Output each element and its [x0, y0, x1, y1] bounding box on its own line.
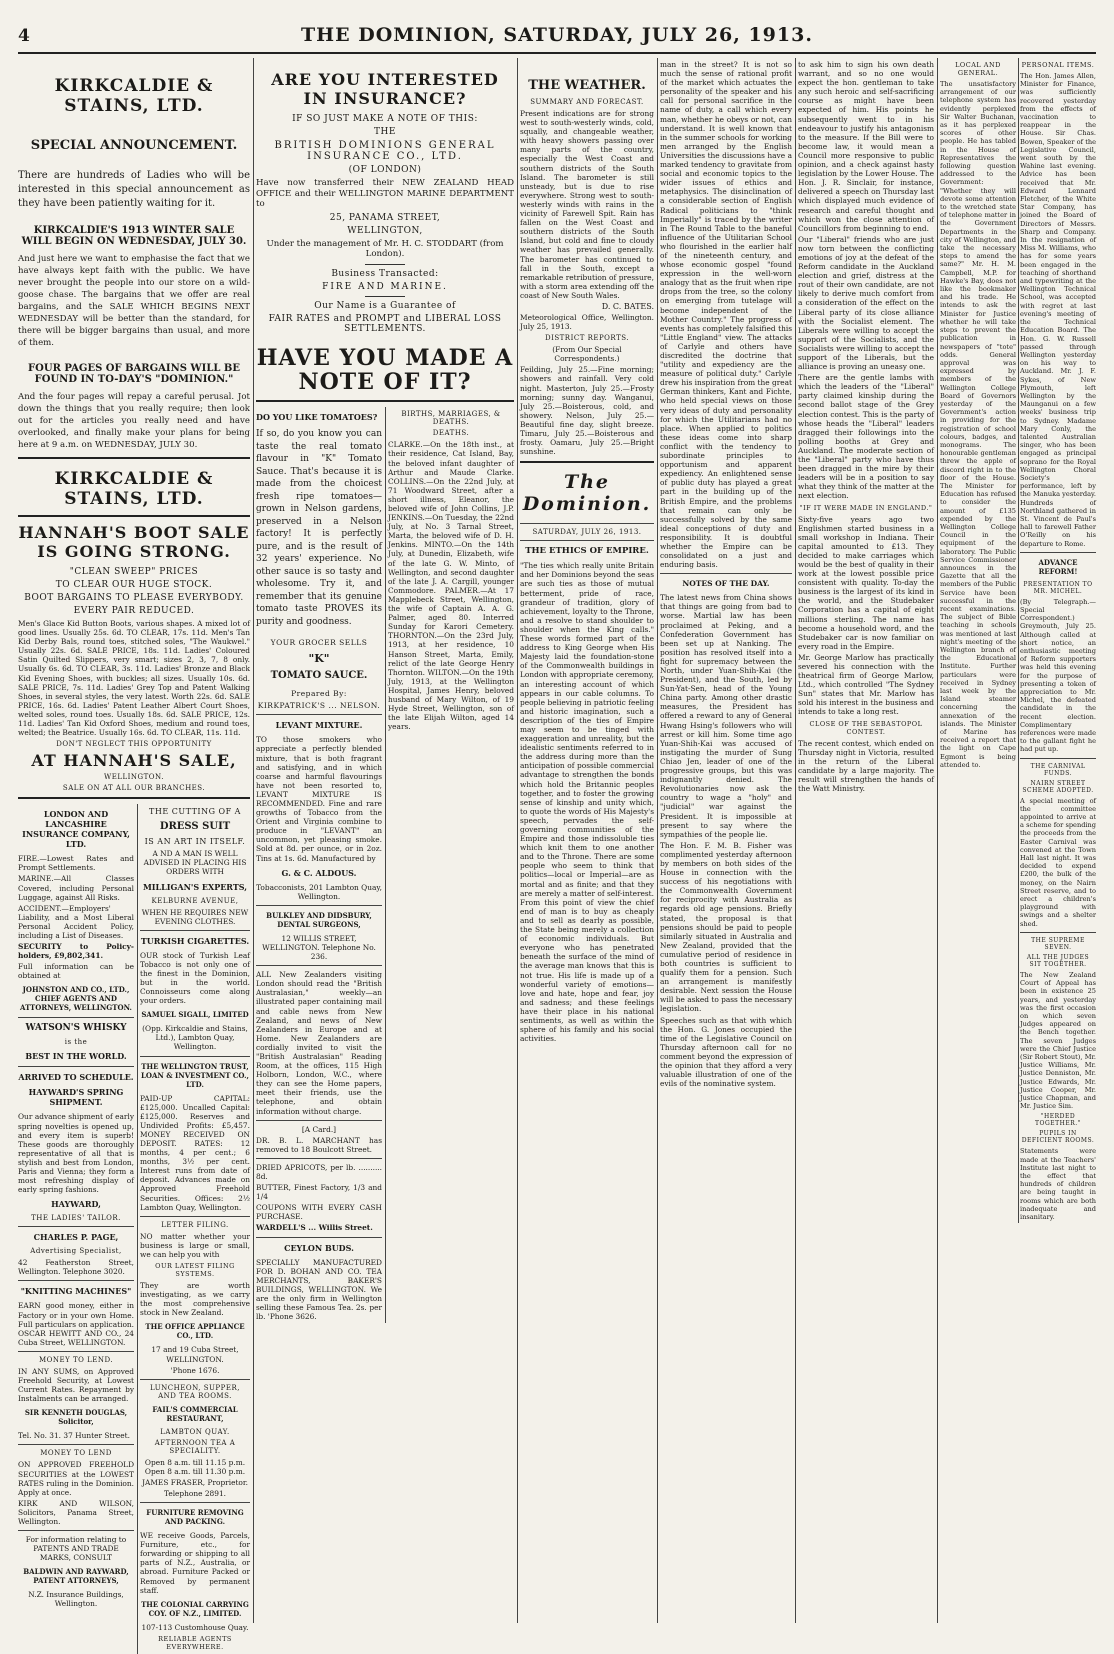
cutting-2: DRESS SUIT	[159, 821, 231, 833]
supreme-heading: THE SUPREME SEVEN.	[1031, 936, 1085, 951]
ethics-heading: THE ETHICS OF EMPIRE.	[525, 546, 649, 557]
fails-restaurant: FAIL'S COMMERCIAL RESTAURANT,	[152, 1404, 238, 1423]
made-in-england: "IF IT WERE MADE IN ENGLAND."	[799, 503, 933, 512]
winter-sale-body: And just here we want to emphasise the fact that we have always kept faith with the public. We have never brought the people into our store on a wild-goose chase. The bargains that we offer are real bargains, and the SALE WHICH BEGINS NEXT WEDNESDAY will be better than the standard, for there will be bigger bargains than usual, and more of them.	[18, 254, 250, 348]
nairn-heading: NAIRN STREET SCHEME ADOPTED.	[1022, 779, 1094, 794]
notes-continued: to ask him to sign his own death warrant, and so no one would expect the hon. gentleman to take any such heroic and self-sacrificing course as might have been expected of him. His points he subsequently went to in his endeavour to justify his antagonism to the measure. If the Bill were to become law, it would mean a Council more responsive to public opinion, and a check against hasty legislation by the Lower House. The Hon. J. R. Sinclair, for instance, delivered a speech on Thursday last which displayed much evidence of research and careful thought and which won the close attention of Councillors from beginning to end.	[798, 60, 934, 233]
watson-3: BEST IN THE WORLD.	[25, 1051, 127, 1062]
money-to-lend-2: MONEY TO LEND	[40, 1449, 112, 1458]
four-pages-body: And the four pages will repay a careful perusal. Jot down the things that you really require; then look out for the articles you really need and have overlooked, and finally make your plans for being here at 9 a.m. on WEDNESDAY, JULY 30.	[18, 392, 250, 450]
ad-grid	[18, 804, 250, 1654]
filing-systems: OUR LATEST FILING SYSTEMS.	[155, 1262, 235, 1279]
special-announcement: SPECIAL ANNOUNCEMENT.	[30, 138, 238, 153]
bulkley-addr: 12 WILLIS STREET, WELLINGTON. Telephone No. 236.	[262, 933, 376, 962]
arrived-heading: ARRIVED TO SCHEDULE.	[18, 1072, 134, 1083]
deaths-body: CLARKE.—On the 18th inst., at their residence, Cat Island, Bay, the beloved infant daughter of Arthur and Maude Clarke. COLLINS.—On the 22nd July, at 71 Woodward Street, after a short illness, Eleanor, the beloved wife of John Collins, J.P. JENKINS.—On Tuesday, the 22nd July, at No. 3 Tarnal Street, Marta, the beloved wife of D. H. Jenkins. MINTO.—On the 14th July, at Dunedin, Elizabeth, wife of the late G. W. Minto, of Wellington, and second daughter of the late J. A. Cargill, younger Commodore. PALMER.—At 17 Mapplebeck Street, Wellington, the wife of Captain A. A. G. Palmer, aged 80. Interred Sunday for Karori Cemetery. THORNTON.—On the 23rd July, 1913, at her residence, 10 Hanson Street, Marta, Emily, relict of the late George Henry Thornton. WILTON.—On the 19th July, 1913, at the Wellington Hospital, James Henry, beloved husband of Mary Wilton, of 19 Hyde Street, Wellington, son of the late Elijah Wilton, aged 14 years.	[388, 440, 514, 732]
kenneth: SIR KENNETH DOUGLAS, Solicitor,	[24, 1408, 128, 1427]
column-4	[660, 58, 792, 1623]
dried-apricots: DRIED APRICOTS, per lb. .......... 8d.	[256, 1162, 382, 1181]
weather-heading: THE WEATHER.	[528, 78, 646, 93]
presentation-body: (By Telegraph.—Special Correspondent.) Greymouth, July 25. Although called at short notice, an enthusiastic meeting of Reform supporters was held this evening for the purpose of presenting a token of appreciation to Mr. Michel, the defeated candidate in the recent election. Complimentary references were made to the gallant fight he had put up.	[1020, 597, 1096, 754]
money-body-2: ON APPROVED FREEHOLD SECURITIES at the LOWEST RATES ruling in the Dominion. Apply at once.	[18, 1460, 134, 1497]
coupons: COUPONS WITH EVERY CASH PURCHASE.	[256, 1203, 382, 1222]
grocer-sells: YOUR GROCER SELLS	[270, 638, 368, 648]
london-full: Full information can be obtained at	[18, 962, 134, 981]
column-rule	[657, 58, 658, 1623]
col6-left	[940, 58, 1016, 1223]
weather-signature: D. C. BATES.	[601, 301, 654, 311]
ad-col-left	[18, 804, 134, 1654]
ceylon-body: SPECIALLY MANUFACTURED FOR D. BOHAN AND CO. TEA MERCHANTS, BAKER'S BUILDINGS, WELLINGTON. We are the only firm in Wellington selling these Famous Tea. 2s. per lb. 'Phone 3626.	[256, 1257, 382, 1322]
the-label: THE	[374, 127, 396, 137]
office-phone: 'Phone 1676.	[170, 1365, 220, 1375]
kirkcaldie-heading-2: KIRKCALDIE & STAINS, LTD.	[54, 469, 214, 509]
weather-office: Meteorological Office, Wellington. July 25, 1913.	[520, 312, 654, 332]
colonial-carrying: THE COLONIAL CARRYING COY. OF N.Z., LIMITED.	[141, 1599, 249, 1618]
british-dominions: BRITISH DOMINIONS GENERAL INSURANCE CO., LTD.	[274, 140, 496, 162]
london-security: SECURITY to Policy-holders, £9,802,341.	[18, 942, 134, 961]
newspaper-title: THE DOMINION, SATURDAY, JULY 26, 1913.	[301, 24, 813, 46]
london-agents: JOHNSTON AND CO., LTD., CHIEF AGENTS AND ATTORNEYS, WELLINGTON.	[20, 985, 132, 1013]
pupils-heading: PUPILS IN DEFICIENT ROOMS.	[1021, 1130, 1095, 1145]
dont-neglect: DON'T NEGLECT THIS OPPORTUNITY	[56, 740, 212, 749]
tomato-body: If so, do you know you can taste the real tomato flavour in "K" Tomato Sauce. That's because it is made from the choicest fresh ripe tomatoes—grown in Nelson gardens, preserved in a Nelson factory! It is perfectly pure, and is the result of 32 years' experience. No other sauce is so tasty and wholesome. Try it, and remember that its genuine tomato taste PROVES its purity and goodness.	[256, 429, 382, 627]
prepared-by: Prepared By:	[291, 689, 347, 699]
personal-body: The Hon. James Allen, Minister for Finance, was sufficiently recovered yesterday from the effects of vaccination to reappear in the House. Sir Chas. Bowen, Speaker of the Legislative Council, went south by the Wahine last evening. Advice has been received that Mr. Edward Lennard Fletcher, of the White Star Company, has joined the Board of Directors of Messrs. Sharp and Company. In the resignation of Miss M. Williams, who has for some years been engaged in the teaching of shorthand and typewriting at the Wellington Technical School, was accepted with regret at last evening's meeting of the Technical Education Board. The Hon. G. W. Russell passed through Wellington yesterday on his way to Auckland. Mr. J. F. Sykes, of New Plymouth, left Wellington by the Maunganui on a few weeks' business trip to Sydney. Madame Mary Conly, the talented Australian singer, who has been engaged as principal soprano for the Royal Wellington Choral Society's performance, left by the Manuka yesterday. Hundreds of Northland gathered in St. Vincent de Paul's hall to farewell Father O'Reilly on his departure to Rome.	[1020, 72, 1096, 548]
k-label: "K"	[308, 652, 330, 666]
tel-2891: Telephone 2891.	[163, 1488, 227, 1498]
charles-sub: Advertising Specialist,	[30, 1247, 122, 1256]
every-pair: EVERY PAIR REDUCED.	[73, 606, 195, 616]
dominion-logo: The Dominion.	[522, 471, 652, 516]
office-appliance: THE OFFICE APPLIANCE CO., LTD.	[145, 1322, 245, 1341]
hayward-spring: HAYWARD'S SPRING SHIPMENT.	[28, 1087, 124, 1108]
district-reports: DISTRICT REPORTS.	[544, 334, 630, 343]
notes-fisher: The Hon. F. M. B. Fisher was complimented yesterday afternoon by members on both sides of the House in connection with the success of his negotiations with the Commonwealth Government for reciprocity with Australia as regards old age pensions. Briefly stated, the proposal is that pensions should be paid to people similarly situated in Australia and New Zealand, provided that the cumulative period of residence in both countries is sufficient to qualify them for a pension. Such an arrangement is manifestly desirable. Next session the House will be asked to pass the necessary legislation.	[660, 840, 792, 1014]
column-rule	[253, 58, 254, 1623]
editorial-date: SATURDAY, JULY 26, 1913.	[532, 528, 642, 537]
advance-reform: ADVANCE REFORM!	[1038, 557, 1078, 576]
column-1	[18, 58, 250, 1651]
fraser: JAMES FRASER, Proprietor.	[142, 1477, 248, 1487]
liberal-friends: Our "Liberal" friends who are just now torn between the conflicting emotions of joy at the defeat of the Reform candidate in the Auckland election and grief, distress at the rout of their own candidate, are not likely to derive much comfort from a consideration of the effect on the Liberal party of its close alliance with the Socialist element. The Liberals were willing to accept the support of the Socialists, and the Socialists were willing to accept the support of the Liberals, but the alliance is proving an uneasy one.	[798, 234, 934, 372]
supreme-body: The New Zealand Court of Appeal has been in existence 25 years, and yesterday was the first occasion on which seven Judges appeared on the Bench together. The seven Judges were the Chief Justice (Sir Robert Stout), Mr. Justice Williams, Mr. Justice Denniston, Mr. Justice Edwards, Mr. Justice Cooper, Mr. Justice Chapman, and Mr. Justice Sim.	[1020, 970, 1096, 1111]
letter-body: NO matter whether your business is large or small, we can help you with	[140, 1231, 250, 1259]
sebastopol-body: The recent contest, which ended on Thursday night in Victoria, resulted in the return of the Liberal candidate by a large majority. The result will strengthen the hands of the Watt Ministry.	[798, 738, 934, 794]
sigall-addr: (Opp. Kirkcaldie and Stains, Ltd.), Lambton Quay, Wellington.	[142, 1024, 248, 1052]
clear-stock: TO CLEAR OUR HUGE STOCK.	[55, 580, 213, 590]
deaths-heading: DEATHS.	[432, 429, 470, 438]
hannah-wellington: WELLINGTON.	[104, 773, 164, 782]
sigall: SAMUEL SIGALL, LIMITED	[141, 1010, 249, 1020]
column-2	[256, 58, 514, 1623]
turkish-heading: TURKISH CIGARETTES.	[140, 935, 250, 946]
baldwin-addr: N.Z. Insurance Buildings, Wellington.	[28, 1590, 124, 1609]
wardell: WARDELL'S ... Willis Street.	[256, 1223, 373, 1233]
carnival-heading: THE CARNIVAL FUNDS.	[1030, 762, 1086, 777]
sebastopol-heading: CLOSE OF THE SEBASTOPOL CONTEST.	[809, 719, 923, 736]
knitting-body: EARN good money, either in Factory or in your own Home. Full particulars on application. OSCAR HEWITT AND CO., 24 Cuba Street, WELLINGTON.	[18, 1301, 134, 1347]
furniture-heading: FURNITURE REMOVING AND PACKING.	[146, 1508, 244, 1527]
boot-items: Men's Glace Kid Button Boots, various shapes. A mixed lot of good lines. Usually 25s. 6d. TO CLEAR, 17s. 11d. Men's Tan Kid Derby Bals, round toes, stitched soles, "The Waukwel." Usually 22s. 6d. SALE PRICE, 18s. 11d. Ladies' Coloured Satin Quilted Slippers, very smart; sizes 2, 3, 7, 8 only. Usually 6s. 6d. TO CLEAR, 3s. 11d. Ladies' Bronze and Black Kid Evening Shoes, with buckles; all sizes. Usually 10s. 6d. SALE PRICE, 7s. 11d. Ladies' Grey Top and Patent Walking Shoes, in several styles, the very latest. Worth 22s. 6d. SALE PRICE, 16s. 6d. Ladies' Patent Leather Albert Court Shoes, welted soles, round toes. Usually 18s. 6d. SALE PRICE, 12s. 11d. Ladies' Tan Kid Oxford Shoes, medium and round toes, welted; the Beatrice. Usually 16s. 6d. TO CLEAR, 11s. 11d.	[18, 619, 250, 738]
all-nz-visitors: ALL New Zealanders visiting London should read the "British Australasian," weekly—an illustrated paper containing mail and cable news from New Zealand, and news of New Zealanders in Europe and at Home. New Zealanders are cordially invited to visit the "British Australasian" Reading Room, at the offices, 115 High Holborn, London, W.C., where they can see the Home papers, meet their friends, use the telephone, and obtain information without charge.	[256, 970, 382, 1116]
marchant: DR. B. L. MARCHANT has removed to 18 Boulcott Street.	[256, 1135, 382, 1154]
london-lancashire: LONDON AND LANCASHIRE INSURANCE COMPANY, LTD.	[22, 809, 130, 850]
business-transacted: Business Transacted:	[331, 268, 439, 279]
ad-col-right	[140, 804, 250, 1654]
ladies-tailor: THE LADIES' TAILOR.	[31, 1214, 121, 1223]
have-you-made-a-note: HAVE YOU MADE A NOTE OF IT?	[256, 344, 514, 396]
insurance-question: ARE YOU INTERESTED IN INSURANCE?	[271, 70, 499, 108]
trust-heading: THE WELLINGTON TRUST, LOAN & INVESTMENT CO., LTD.	[140, 1061, 249, 1089]
column-rule	[795, 58, 796, 1623]
cutting-6: KELBURNE AVENUE,	[151, 896, 239, 905]
luncheon: LUNCHEON, SUPPER, AND TEA ROOMS.	[150, 1383, 240, 1400]
four-pages-heading: FOUR PAGES OF BARGAINS WILL BE FOUND IN TO-DAY'S "DOMINION."	[28, 363, 240, 385]
tomatoes-question: DO YOU LIKE TOMATOES?	[256, 412, 378, 423]
herded-body: Statements were made at the Teachers' Institute last night to the effect that hundreds of children are being taught in rooms which are both inadequate and insanitary.	[1020, 1147, 1096, 1221]
cutting-5: MILLIGAN'S EXPERTS,	[142, 881, 248, 892]
kirkpatrick: KIRKPATRICK'S ... NELSON.	[257, 701, 381, 711]
charles-addr: 42 Featherston Street, Wellington. Telephone 3020.	[18, 1258, 134, 1277]
levant-body: TO those smokers who appreciate a perfectly blended mixture, that is both fragrant and satisfying, and in which coarse and harmful flavourings have not been resorted to, LEVANT MIXTURE IS RECOMMENDED. Fine and rare growths of Tobacco from the Orient and Virginia combine to produce in "LEVANT" an uncommon, yet pleasing smoke. Sold at 8d. per ounce, or in 2oz. Tins at 1s. 6d. Manufactured by	[256, 735, 382, 863]
knitting-heading: "KNITTING MACHINES"	[20, 1286, 132, 1297]
col2-left	[256, 407, 382, 1323]
turkish-body: OUR stock of Turkish Leaf Tobacco is not only one of the finest in the Dominion, but in the world. Connoisseurs come along your orders.	[140, 950, 250, 1006]
boot-bargains: BOOT BARGAINS TO PLEASE EVERYBODY.	[24, 593, 244, 603]
kenneth-addr: Tel. No. 31. 37 Hunter Street.	[18, 1431, 130, 1441]
local-general: LOCAL AND GENERAL.	[955, 61, 1001, 77]
presentation-heading: PRESENTATION TO MR. MICHEL.	[1023, 580, 1093, 595]
make-note: IF SO JUST MAKE A NOTE OF THIS:	[292, 114, 478, 124]
column-5	[798, 58, 934, 1623]
notes-china: The latest news from China shows that things are going from bad to worse. Martial law has been proclaimed at Peking, and a Confederation Government has been set up at Nanking. The position has resolved itself into a fight for supremacy between the North, under Yuan-Shih-Kai (the President), and the South, led by Sun-Yat-Sen, head of the Young China party. Among other drastic measures, the President has offered a reward to any of General Hwang Hsing's followers who will arrest or kill him. Some time ago Yuan-Shih-Kai was accused of instigating the murder of Sung Chiao Jen, leader of one of the progressive groups, but this was indignantly denied. The Revolutionaries now ask the country to wage a "holy" and "judicial" war against the President. It is impossible at present to say where the sympathies of the people lie.	[660, 593, 792, 839]
carnival-body: A special meeting of the committee appointed to arrive at a scheme for spending the proceeds from the Easter Carnival was convened at the Town Hall last night. It was decided to expend £200, the bulk of the money, on the Nairn Street reserve, and to erect a children's playground with swings and a shelter shed.	[1020, 796, 1096, 928]
ethics-continued: man in the street? It is not so much the sense of rational profit of the market which actuates the personality of the speaker and his call for personal sacrifice in the name of duty, a call which every man, whether he obeys or not, can understand. It is well known that in the summer schools for working men arranged by the English Universities the discussions have a marked tendency to gravitate from social and economic topics to the wider issues of ethics and metaphysics. The disinclination of a considerable section of English Radical politicians to "think Imperially" is traced by the writer in The Round Table to the baneful influence of the Utilitarian School who flourished in the earlier half of the nineteenth century, and whose economic gospel "found expression in the well-worn analogy that as the fruit when ripe drops from the tree, so the colony on emerging from tutelage will become independent of the Mother Country." The progress of events has completely falsified this "Little England" view. The attacks of Carlyle and others have discredited the doctrine that "utility and expediency are the measure of political duty." Carlyle drew his inspiration from the great German thinkers, Kant and Fichte, who held special views on those very ideas of duty and personality for which the Utilitarians had no place. When applied to politics these ideas come into sharp conflict with the tendency to subordinate principles to opportunism and apparent expediency. An enlightened sense of public duty has played a great part in the building up of the British Empire, and the problems that remain can only be successfully solved by the same ideal conceptions of duty and responsibility. It is doubtful whether the Empire can be consolidated on a just and enduring basis.	[660, 60, 792, 570]
letter-filing: LETTER FILING.	[161, 1220, 229, 1229]
tomato-sauce: TOMATO SAUCE.	[270, 670, 368, 682]
at-hannah: AT HANNAH'S SALE,	[31, 751, 237, 771]
all-branches: SALE ON AT ALL OUR BRANCHES.	[62, 784, 206, 793]
column-6	[940, 58, 1096, 1623]
a-card: [A Card.]	[301, 1124, 337, 1134]
summary-forecast: SUMMARY AND FORECAST.	[530, 98, 644, 106]
marlow: Mr. George Marlow has practically severed his connection with the theatrical firm of George Marlow, Ltd., which controlled "The Sydney Sun" states that Mr. Marlow has sold his interest in the business and intends to take a long rest.	[798, 652, 934, 717]
col6-split	[940, 58, 1096, 1223]
office-addr: 17 and 19 Cuba Street, WELLINGTON.	[151, 1345, 239, 1364]
trust-body: PAID-UP CAPITAL: £125,000. Uncalled Capital: £125,000. Reserves and Undivided Profits: £5,457. MONEY RECEIVED ON DEPOSIT. RATES: 12 months, 4 per cent.; 6 months, 3½ per cent. Interest runs from date of deposit. Advances made on Approved Freehold Securities. Offices: 2½ Lambton Quay, Wellington.	[140, 1093, 250, 1212]
column-rule	[517, 58, 518, 1623]
col2-split	[256, 407, 514, 1323]
colonial-addr: 107-113 Customhouse Quay.	[141, 1622, 249, 1632]
all-judges: ALL THE JUDGES SIT TOGETHER.	[1026, 953, 1090, 968]
london-fire: FIRE.—Lowest Rates and Prompt Settlements.	[18, 854, 134, 873]
col6-right	[1020, 58, 1096, 1223]
hayward: HAYWARD,	[51, 1199, 101, 1210]
cutting-7: WHEN HE REQUIRES NEW EVENING CLOTHES.	[141, 907, 249, 926]
wellington-label: WELLINGTON,	[347, 225, 423, 236]
studebaker: Sixty-five years ago two Englishmen started business in a small workshop in Indiana. Their capital amounted to £13. They decided to make carriages which would be the best of quality in their work at the lowest possible price consistent with quality. To-day the business is the largest of its kind in the world, and the Studebaker Corporation has a capital of eight millions sterling. The name has become a household word, and the Studebaker car is now familiar on every road in the Empire.	[798, 514, 934, 651]
personal-items: PERSONAL ITEMS.	[1021, 61, 1095, 69]
hannah-heading: HANNAH'S BOOT SALE IS GOING STRONG.	[18, 523, 250, 561]
col6-divider	[1018, 58, 1019, 1223]
col2-divider	[385, 407, 386, 1323]
notes-jones: Speeches such as that with which the Hon. G. Jones occupied the time of the Legislative Council on Thursday afternoon call for no comment beyond the expression of the opinion that they afford a very valuable illustration of one of the evils of the nominative system.	[660, 1015, 792, 1089]
aldous-addr: Tobacconists, 201 Lambton Quay, Wellington.	[256, 882, 382, 901]
bulkley: BULKLEY AND DIDSBURY, DENTAL SURGEONS,	[266, 910, 372, 929]
watson-1: WATSON'S WHISKY	[25, 1023, 127, 1034]
notes-heading: NOTES OF THE DAY.	[682, 579, 770, 589]
district-sub: (From Our Special Correspondents.)	[552, 345, 622, 364]
weather-body: Present indications are for strong west to south-westerly winds, cold, squally, and changeable weather, with heavy showers passing over many parts of the country, especially the West Coast and southern districts of the South Island. The barometer is still unsteady, but is due to rise everywhere. Strong west to south-westerly winds with rains in the vicinity of Farewell Spit. Rain has fallen on the West Coast and southern districts of the South Island, but cold and fine to cloudy weather has prevailed generally. The barometer has continued to fall in the South, except a remarkable retribution of pressure, with a storm area extending off the coast of New South Wales.	[520, 109, 654, 300]
column-3	[520, 58, 654, 1623]
kirkcaldie-heading: KIRKCALDIE & STAINS, LTD.	[54, 76, 214, 116]
london-marine: MARINE.—All Classes Covered, including Personal Luggage, against All Risks.	[18, 874, 134, 902]
reliable-agents: RELIABLE AGENTS EVERYWHERE.	[158, 1634, 232, 1651]
patents-info: For information relating to PATENTS AND TRADE MARKS, CONSULT	[25, 1535, 127, 1563]
filing-body: They are worth investigating, as we carry the most comprehensive stock in New Zealand.	[140, 1281, 250, 1318]
aldous: G. & C. ALDOUS.	[281, 867, 357, 878]
under-management: Under the management of Mr. H. C. STODDART (from London).	[266, 238, 504, 260]
lambton-quay: LAMBTON QUAY.	[160, 1427, 230, 1436]
ceylon-buds: CEYLON BUDS.	[284, 1242, 354, 1253]
butter: BUTTER, Finest Factory, 1/3 and 1/4	[256, 1183, 382, 1202]
arrived-body: Our advance shipment of early spring novelties is opened up, and every item is superb! These goods are thoroughly representative of all that is stylish and best from London, Paris and Vienna; they form a most refreshing display of early spring fashions.	[18, 1112, 134, 1195]
local-body: The unsatisfactory arrangement of our telephone system has evidently perplexed Sir Walter Buchanan, as it has perplexed scores of other people. He has tabled in the House of Representatives the following question addressed to the Government: "Whether they will devote some attention to the wretched state of telephone matter in the Government Departments in the city of Wellington, and take the necessary steps to amend the same?" Mr. H. M. Campbell, M.P. for Hawke's Bay, does not like the bookmaker and his trade. He intends to ask the Minister for Justice whether he will take steps to prevent the publication in newspapers of "tote" odds. General approval was expressed by members of the Wellington College Board of Governors yesterday of the Government's action in providing for the registration of school colours, badges, and monograms. The honourable gentleman threw the apple of discord right in to the floor of the House. The Minister for Education has refused to consider the amount of £135 expended by the Wellington College Council in the equipment of the laboratory. The Public Service Commissioner announces in the Gazette that all the members of the Public Service have been successful in the recent examinations. The subject of Bible teaching in schools was mentioned at last night's meeting of the Wellington branch of the Educational Institute. Further particulars were received in Sydney last week by the Island steamer concerning the annexation of the islands. The Minister of Marine has received a report that the light on Cape Egmont is being attended to.	[940, 80, 1016, 769]
money-body: IN ANY SUMS, on Approved Freehold Security, at Lowest Current Rates. Repayment by Instalments can be arranged.	[18, 1366, 134, 1404]
special-intro: There are hundreds of Ladies who will be interested in this special announcement as they have been patiently waiting for it.	[18, 170, 250, 209]
gentle-lambs: There are the gentle lambs with which the leaders of the "Liberal" party claimed kinship during the second ballot stage of the Grey election contest. This is the party of whose heads the "Liberal" leaders dragged their followings into the polling booths at Grey and Auckland. The moderate section of the "Liberal" party who have thus been dragged in the mire by their leaders will be in a position to say what they think of the matter at the next election.	[798, 373, 934, 501]
kirk-wilson: KIRK AND WILSON, Solicitors, Panama Street, Wellington.	[18, 1498, 134, 1526]
of-london: (OF LONDON)	[348, 165, 422, 175]
col2-right	[388, 407, 514, 1323]
district-body: Feilding, July 25.—Fine morning; showers and rainfall. Very cold night. Masterton, July 25.—Frosty morning; sunny day. Wanganui, July 25.—Boisterous, cold, and showery. Nelson, July 25.—Beautiful fine day, slight breeze. Timaru, July 25.—Boisterous and frosty. Oamaru, July 25.—Bright sunshine.	[520, 365, 654, 457]
herded-heading: "HERDED TOGETHER."	[1035, 1113, 1081, 1128]
fair-rates: FAIR RATES and PROMPT and LIBERAL LOSS SETTLEMENTS.	[268, 313, 502, 334]
afternoon-tea: AFTERNOON TEA A SPECIALITY.	[154, 1438, 236, 1455]
cutting-4: A ND A MAN IS WELL ADVISED IN PLACING HIS ORDERS WITH	[143, 849, 247, 877]
name-guarantee: Our Name is a Guarantee of	[314, 300, 456, 311]
furniture-body: WE receive Goods, Parcels, Furniture, etc., for forwarding or shipping to all parts of N.Z., Australia, or abroad. Furniture Packed or Removed by permanent staff.	[140, 1531, 250, 1595]
charles-page: CHARLES P. PAGE,	[33, 1232, 119, 1243]
winter-sale-heading: KIRKCALDIE'S 1913 WINTER SALE WILL BEGIN ON WEDNESDAY, JULY 30.	[21, 225, 247, 247]
page-number: 4	[18, 26, 30, 46]
baldwin: BALDWIN AND RAYWARD, PATENT ATTORNEYS,	[23, 1567, 129, 1586]
fire-and-marine: FIRE AND MARINE.	[322, 281, 448, 292]
watson-2: is the	[64, 1038, 88, 1047]
panama-street: 25, PANAMA STREET,	[329, 212, 441, 223]
cutting-1: THE CUTTING OF A	[149, 807, 241, 817]
cutting-3: IS AN ART IN ITSELF.	[144, 837, 246, 847]
levant-heading: LEVANT MIXTURE.	[275, 720, 363, 731]
ethics-body: "The ties which really unite Britain and her Dominions beyond the seas are such ties as those of mutual betterment, pride of race, grandeur of tradition, glory of achievement, loyalty to the Throne, and a resolve to stand shoulder to shoulder when the King calls." These words formed part of the address to King George when His Majesty laid the foundation-stone of the Commonwealth buildings in London with appropriate ceremony, an interesting account of which appears in our cable columns. To people believing in patriotic feeling and historic imagination, such a description of the ties of Empire may seem to be tinged with exaggeration and unreality, but the idealistic sentiments referred to in the address during more than the anticipation of possible commercial advantage to strengthen the bonds which hold the Britannic peoples together, and to foster the growing sense of kinship and unity which, to quote the words of His Majesty's speech, pervades the self-governing communities of the Empire and those indissoluble ties which knit them to one another and to the Throne. There are some people who seem to think that politics—local or Imperial—are as mortal and as finite; and that they are merely a matter of self-interest. From this point of view the chief end of man is to buy as cheaply and to sell as dearly as possible, the State being merely a collection of economic individuals. But everyone who has penetrated beneath the surface of the mind of the average man knows that this is not true. His life is made up of a wonderful variety of emotions—love and hate, hope and fear, joy and sadness; and these feelings have their place in his national sentiments, as well as within the sphere of his family and his social activities.	[520, 561, 654, 1044]
hours: Open 8 a.m. till 11.15 p.m. Open 8 a.m. till 11.30 p.m.	[144, 1457, 246, 1476]
london-accident: ACCIDENT.—Employers' Liability, and a Most Liberal Personal Accident Policy, including a List of Diseases.	[18, 903, 134, 940]
masthead	[18, 22, 1096, 54]
transferred-text: Have now transferred their NEW ZEALAND HEAD OFFICE and their WELLINGTON MARINE DEPARTMENT to	[256, 178, 514, 210]
ad-divider	[137, 804, 138, 1654]
money-to-lend: MONEY TO LEND.	[38, 1355, 114, 1364]
clean-sweep: "CLEAN SWEEP" PRICES	[69, 567, 199, 577]
column-rule	[937, 58, 938, 1623]
births-heading: BIRTHS, MARRIAGES, & DEATHS.	[401, 410, 501, 427]
